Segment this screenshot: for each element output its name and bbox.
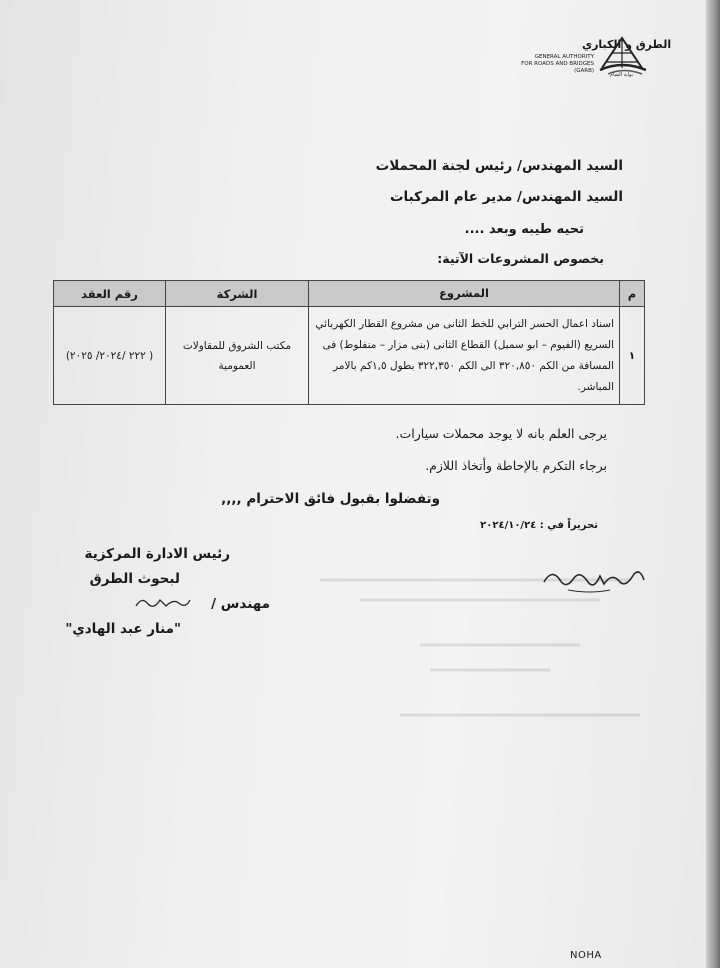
signature-title-line1: رئيس الادارة المركزية xyxy=(84,546,230,562)
handwritten-initials xyxy=(540,560,650,596)
footer-initials: NOHA xyxy=(570,950,602,961)
row-project: اسناد اعمال الحسر الترابي للخط الثانى من مشروع القطار الكهربائي السريع (الفيوم – ابو سمبل) القطاع الثانى (بنى مزار – منفلوط) فى المسافة من الكم ٣٢٠,٨٥٠ الى الكم ٣٢٢,٣٥٠ بطول ١,٥كم بالامر المباشر. xyxy=(309,307,620,405)
projects-table xyxy=(53,280,645,405)
org-en-line: (GARB) xyxy=(574,68,594,74)
org-en-line: FOR ROADS AND BRIDGES xyxy=(521,61,594,67)
subject-line: بخصوص المشروعات الآتية: xyxy=(437,251,604,266)
header-project: المشروع xyxy=(309,281,620,307)
header-num: م xyxy=(620,281,645,307)
signatory-name: "منار عبد الهادي" xyxy=(65,621,181,637)
handwritten-signature xyxy=(132,590,192,614)
org-tagline: بوابة الشام xyxy=(610,72,634,78)
table-header-row xyxy=(54,281,645,307)
signature-eng-prefix: مهندس / xyxy=(211,596,270,612)
closing-line: وتفضلوا بقبول فائق الاحترام ,,,, xyxy=(221,491,440,507)
addressee-1: السيد المهندس/ رئيس لجنة المحملات xyxy=(375,158,623,174)
page-edge-shadow xyxy=(706,0,720,968)
note-no-loads: يرجى العلم بانه لا يوجد محملات سيارات. xyxy=(395,426,607,441)
header-company: الشركة xyxy=(166,281,309,307)
org-name-english xyxy=(516,54,594,75)
greeting: تحيه طيبه وبعد .... xyxy=(464,222,584,237)
row-company: مكتب الشروق للمقاولات العمومية xyxy=(166,307,309,405)
row-contract: ( ٢٢٢ /٢٠٢٤/ ٢٠٢٥) xyxy=(54,307,166,405)
org-en-line: GENERAL AUTHORITY xyxy=(534,54,594,60)
org-name-arabic: الطرق و الكباري xyxy=(582,38,672,51)
addressee-2: السيد المهندس/ مدير عام المركبات xyxy=(389,189,623,205)
date-line: تحريراً في : ٢٠٢٤/١٠/٢٤ xyxy=(480,520,598,531)
signature-title-line2: لبحوث الطرق xyxy=(89,571,180,587)
note-request: برجاء التكرم بالإحاطة وأتخاذ اللازم. xyxy=(425,458,607,473)
row-num: ١ xyxy=(620,307,645,405)
bridge-logo-icon xyxy=(598,34,648,76)
header-contract: رقم العقد xyxy=(54,281,166,307)
table-row xyxy=(54,307,645,405)
